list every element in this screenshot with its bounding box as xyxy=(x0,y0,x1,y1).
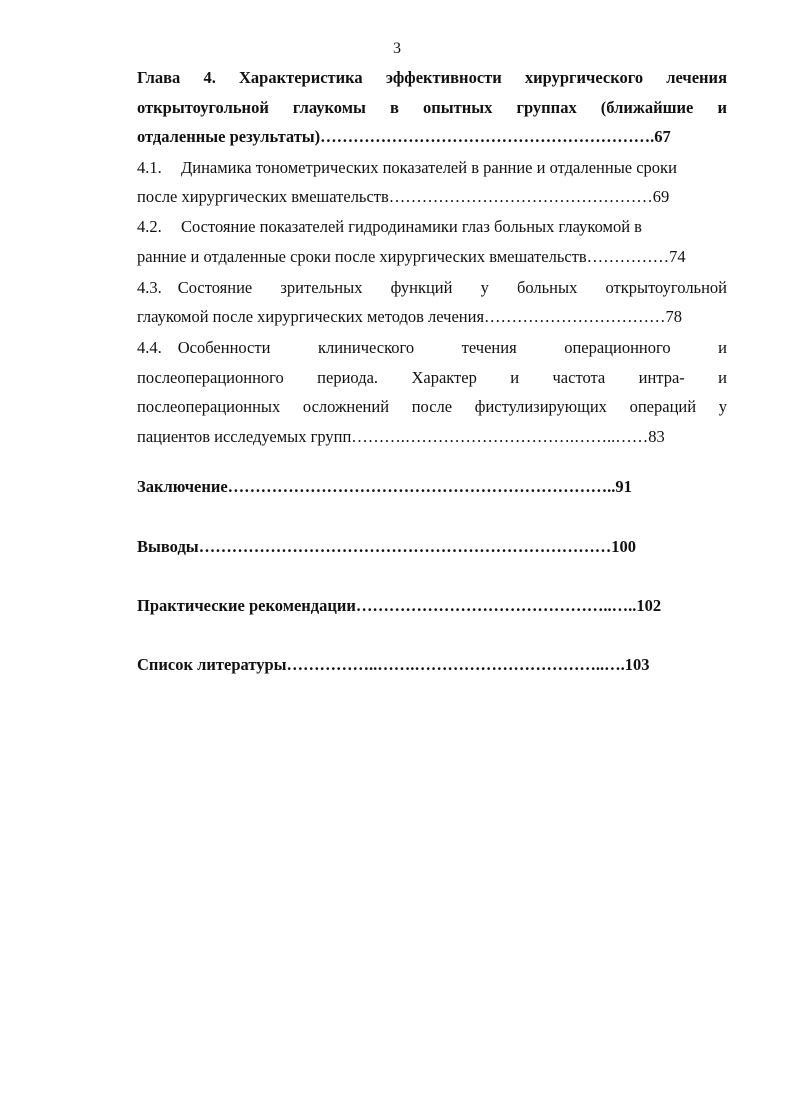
toc-findings: Выводы…………………………………………………………………100 xyxy=(137,537,636,556)
toc-references: Список литературы……………..…….……………………………..….103 xyxy=(137,655,650,674)
toc-chapter-4-line-3 xyxy=(137,127,727,147)
toc-section-4-4-line-2: послеоперационного периода. Характер и частота интра- и xyxy=(137,368,727,387)
toc-chapter-4-title-end: отдаленные результаты)…………………………………………………….67 xyxy=(137,127,671,146)
toc-section-4-2 xyxy=(137,217,727,237)
toc-conclusion: Заключение……………………………………………………………..91 xyxy=(137,477,632,496)
section-number: 4.4. xyxy=(137,338,162,357)
toc-section-4-4 xyxy=(137,338,727,358)
toc-section-4-4-line-4: пациентов исследуемых групп……….………………………….……..……83 xyxy=(137,427,665,446)
toc-section-4-1 xyxy=(137,158,727,178)
section-number: 4.3. xyxy=(137,278,162,297)
toc-chapter-4-line-1: Глава 4. Характеристика эффективности хирургического лечения xyxy=(137,68,727,87)
toc-section-4-3-line-2: глаукомой после хирургических методов лечения……………………………78 xyxy=(137,307,683,326)
toc-section-4-2-line-2: ранние и отдаленные сроки после хирургических вмешательств……………74 xyxy=(137,247,686,266)
section-number: 4.2. xyxy=(137,217,162,236)
section-title: Состояние зрительных функций у больных открытоугольной xyxy=(177,278,727,297)
page-number: 3 xyxy=(393,40,401,57)
section-title: Особенности клинического течения операционного и xyxy=(177,338,727,357)
toc-chapter-4-line-2: открытоугольной глаукомы в опытных группах (ближайшие и xyxy=(137,98,727,117)
section-title: Состояние показателей гидродинамики глаз больных глаукомой в xyxy=(181,217,642,236)
toc-section-4-3 xyxy=(137,278,727,298)
toc-recommendations: Практические рекомендации………………………………………..…..102 xyxy=(137,596,662,615)
toc-section-4-1-line-2: после хирургических вмешательств…………………………………………69 xyxy=(137,187,670,206)
section-number: 4.1. xyxy=(137,158,162,177)
section-title: Динамика тонометрических показателей в ранние и отдаленные сроки xyxy=(181,158,677,177)
toc-section-4-4-line-3: послеоперационных осложнений после фистулизирующих операций у xyxy=(137,397,727,416)
